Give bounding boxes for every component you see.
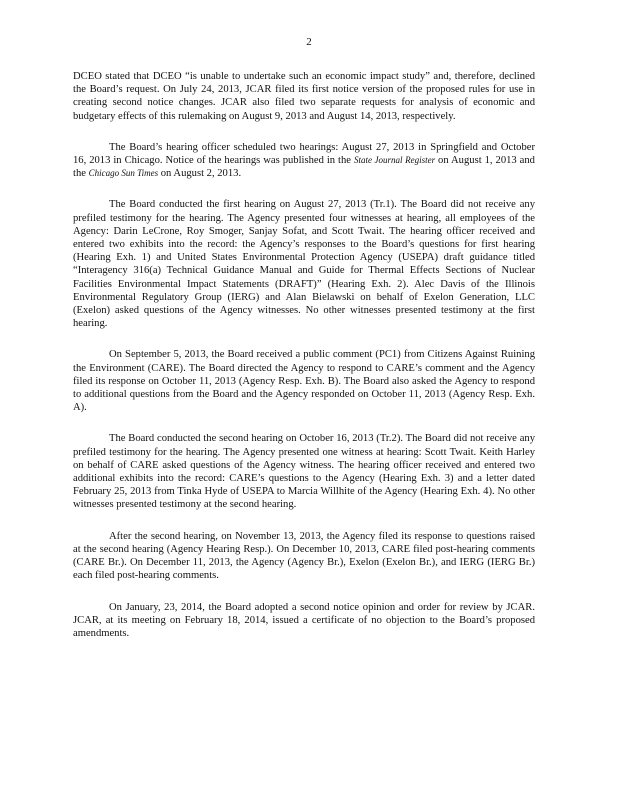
paragraph-text: The Board’s hearing officer scheduled two hearings: August 27, 2013 in Springfield and October 16, 2013 in Chicago. Notice of the hearings was published in the <box>73 141 535 167</box>
paragraph-post-hearing: After the second hearing, on November 13, 2013, the Agency filed its response to questions raised at the second hearing (Agency Hearing Resp.). On December 10, 2013, CARE filed post-hearing comments (CARE Br.). On December 11, 2013, the Agency (Agency Br.), Exelon (Exelon Br.), and IERG (IERG Br.) each filed post-hearing comments. <box>73 530 535 582</box>
paragraph-dceo-statement: DCEO stated that DCEO “is unable to undertake such an economic impact study” and, therefore, declined the Board’s request. On July 24, 2013, JCAR filed its first notice version of the proposed rules for use in creating second notice changes. JCAR also filed two separate requests for analysis of economic and budgetary effects of this rulemaking on August 9, 2013 and August 14, 2013, respectively. <box>73 71 535 122</box>
body-text <box>73 70 535 658</box>
paragraph-first-hearing: The Board conducted the first hearing on August 27, 2013 (Tr.1). The Board did not receive any prefiled testimony for the hearing. The Agency presented four witnesses at hearing, all employees of the Agency: Darin LeCrone, Roy Smoger, Sanjay Sofat, and Scott Twait. The hearing officer received and entered two exhibits into the record: the Agency’s responses to the Board’s questions for first hearing (Hearing Exh. 1) and United States Environmental Protection Agency (USEPA) draft guidance titled “Interagency 316(a) Technical Guidance Manual and Guide for Thermal Effects Sections of Nuclear Facilities Environmental Impact Statements (DRAFT)” (Hearing Exh. 2). Alec Davis of the Illinois Environmental Regulatory Group (IERG) and Alan Bielawski on behalf of Exelon Generation, LLC (Exelon) asked questions of the Agency witnesses. No other witnesses presented testimony at the first hearing. <box>73 199 535 330</box>
paragraph-second-notice: On January, 23, 2014, the Board adopted a second notice opinion and order for review by JCAR. JCAR, at its meeting on February 18, 2014, issued a certificate of no objection to the Board’s proposed amendments. <box>73 601 535 639</box>
paragraph-text: on August 2, 2013. <box>158 168 242 180</box>
paragraph-public-comment: On September 5, 2013, the Board received a public comment (PC1) from Citizens Against Ruining the Environment (CARE). The Board directed the Agency to respond to CARE’s comment and the Agency filed its response on October 11, 2013 (Agency Resp. Exh. B). The Board also asked the Agency to respond to additional questions from the Board and the Agency responded on October 11, 2013 (Agency Resp. Exh. A). <box>73 349 535 414</box>
newspaper-title: Chicago Sun Times <box>88 168 159 179</box>
paragraph-text: on August 1, 2013 and the <box>73 155 535 180</box>
journal-title: State Journal Register <box>353 155 436 166</box>
page-number: 2 <box>306 36 312 48</box>
paragraph-hearings-scheduled <box>73 141 535 181</box>
paragraph-second-hearing: The Board conducted the second hearing on October 16, 2013 (Tr.2). The Board did not receive any prefiled testimony for the hearing. The Agency presented one witness at hearing: Scott Twait. Keith Harley on behalf of CARE asked questions of the Agency witness. The hearing officer received and entered two additional exhibits into the record: CARE’s questions to the Agency (Hearing Exh. 3) and a letter dated February 25, 2013 from Tinka Hyde of USEPA to Marcia Willhite of the Agency (Hearing Exh. 4). No other witnesses presented testimony at the second hearing. <box>73 433 535 511</box>
